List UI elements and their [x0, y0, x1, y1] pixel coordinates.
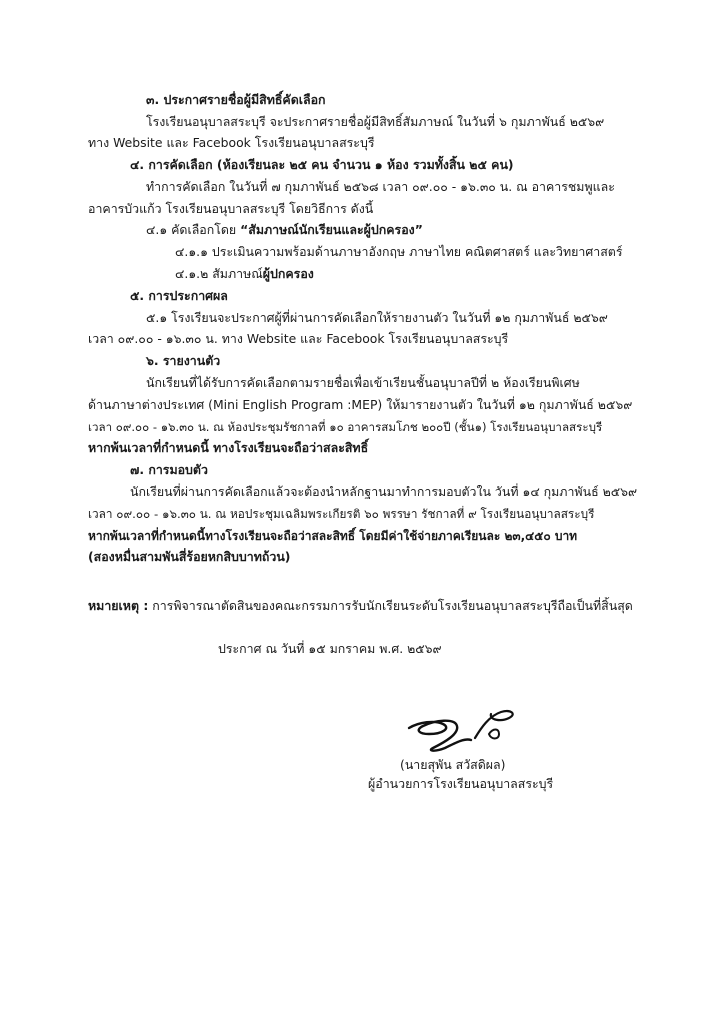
section-4-heading: ๔. การคัดเลือก (ห้องเรียนละ ๒๕ คน จำนวน ๑ ห้อง รวมทั้งสิ้น ๒๕ คน) [130, 157, 514, 172]
section-5-line-1: ๕.๑ โรงเรียนจะประกาศผู้ที่ผ่านการคัดเลือกให้รายงานตัว ในวันที่ ๑๒ กุมภาพันธ์ ๒๕๖๙ [146, 310, 608, 325]
section-4-item-4-1-1: ๔.๑.๑ ประเมินความพร้อมด้านภาษาอังกฤษ ภาษาไทย คณิตศาสตร์ และวิทยาศาสตร์ [175, 244, 623, 259]
section-5-heading: ๕. การประกาศผล [130, 288, 228, 303]
section-7-line-4: (สองหมื่นสามพันสี่ร้อยหกสิบบาทถ้วน) [88, 549, 291, 564]
section-4-item-4-1-2 [175, 266, 314, 282]
section-3-line-2: ทาง Website และ Facebook โรงเรียนอนุบาลสระบุรี [88, 135, 375, 150]
item-4-1-2-bold: ผู้ปกครอง [262, 266, 314, 281]
section-4-line-1: ทำการคัดเลือก ในวันที่ ๗ กุมภาพันธ์ ๒๕๖๘ เวลา ๐๙.๐๐ - ๑๖.๓๐ น. ณ อาคารชมพูและ [146, 179, 615, 194]
section-4-line-2: อาคารบัวแก้ว โรงเรียนอนุบาลสระบุรี โดยวิธีการ ดังนี้ [88, 201, 374, 216]
note-line [88, 598, 633, 614]
section-4-item-4-1 [146, 222, 423, 238]
section-6-heading: ๖. รายงานตัว [146, 353, 221, 368]
announcement-date: ประกาศ ณ วันที่ ๑๕ มกราคม พ.ศ. ๒๕๖๙ [218, 641, 442, 656]
section-7-line-3: หากพ้นเวลาที่กำหนดนี้ทางโรงเรียนจะถือว่าสละสิทธิ์ โดยมีค่าใช้จ่ายภาคเรียนละ ๒๓,๔๕๐ บาท [88, 529, 578, 543]
section-7-heading: ๗. การมอบตัว [130, 462, 208, 477]
section-6-line-2: ด้านภาษาต่างประเทศ (Mini English Program :MEP) ให้มารายงานตัว ในวันที่ ๑๒ กุมภาพันธ์ ๒๕๖๙ [88, 397, 633, 412]
note-label: หมายเหตุ : [88, 598, 149, 613]
section-6-line-3: เวลา ๐๙.๐๐ - ๑๖.๓๐ น. ณ ห้องประชุมรัชกาลที่ ๑๐ อาคารสมโภช ๒๐๐ปี (ชั้น๑) โรงเรียนอนุบาลสระบุรี [88, 420, 603, 434]
section-3-heading: ๓. ประกาศรายชื่อผู้มีสิทธิ์คัดเลือก [146, 92, 326, 107]
section-6-line-1: นักเรียนที่ได้รับการคัดเลือกตามรายชื่อเพื่อเข้าเรียนชั้นอนุบาลปีที่ ๒ ห้องเรียนพิเศษ [146, 375, 580, 390]
item-4-1-prefix: ๔.๑ คัดเลือกโดย [146, 222, 241, 237]
section-5-line-2: เวลา ๐๙.๐๐ - ๑๖.๓๐ น. ทาง Website และ Facebook โรงเรียนอนุบาลสระบุรี [88, 331, 509, 346]
item-4-1-bold: “สัมภาษณ์นักเรียนและผู้ปกครอง” [240, 222, 423, 237]
signature-image [405, 704, 521, 756]
signer-name: (นายสุพัน สวัสดิผล) [400, 757, 506, 772]
section-6-line-4: หากพ้นเวลาที่กำหนดนี้ ทางโรงเรียนจะถือว่าสละสิทธิ์ [88, 440, 369, 455]
section-7-line-2: เวลา ๐๙.๐๐ - ๑๖.๓๐ น. ณ หอประชุมเฉลิมพระเกียรติ ๖๐ พรรษา รัชกาลที่ ๙ โรงเรียนอนุบาลสระบุรี [88, 507, 595, 521]
section-3-line-1: โรงเรียนอนุบาลสระบุรี จะประกาศรายชื่อผู้มีสิทธิ์สัมภาษณ์ ในวันที่ ๖ กุมภาพันธ์ ๒๕๖๙ [146, 114, 605, 129]
section-7-line-1: นักเรียนที่ผ่านการคัดเลือกแล้วจะต้องนำหลักฐานมาทำการมอบตัวใน วันที่ ๑๔ กุมภาพันธ์ ๒๕๖๙ [130, 484, 638, 499]
note-text: การพิจารณาตัดสินของคณะกรรมการรับนักเรียนระดับโรงเรียนอนุบาลสระบุรีถือเป็นที่สิ้นสุด [148, 598, 633, 613]
signer-position: ผู้อำนวยการโรงเรียนอนุบาลสระบุรี [368, 776, 554, 791]
item-4-1-2-prefix: ๔.๑.๒ สัมภาษณ์ [175, 266, 263, 281]
